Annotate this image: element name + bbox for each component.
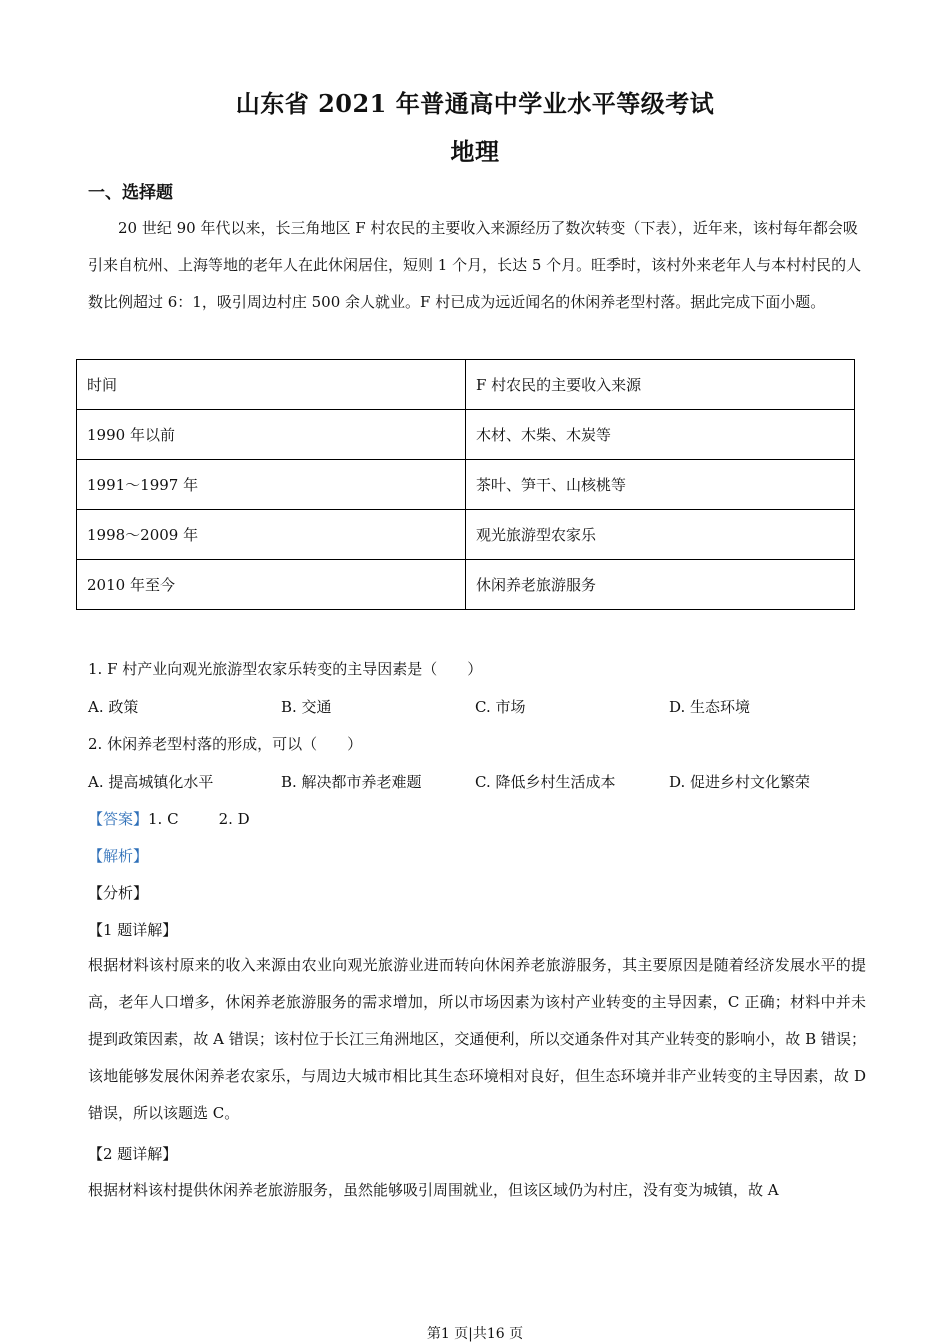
q2-detail-label: 【2 题详解】 [88,1145,178,1163]
answer-1: 1. C [148,810,179,828]
table-row [77,560,855,610]
table-row [77,460,855,510]
table-header-row [77,360,855,410]
analysis-label: 【解析】 [88,847,149,865]
section-heading: 一、选择题 [88,183,173,203]
q1-detail-text: 根据材料该村原来的收入来源由农业向观光旅游业进而转向休闲养老旅游服务，其主要原因是随着经济发展水平的提高，老年人口增多，休闲养老旅游服务的需求增加，所以市场因素为该村产业转变的主导因素，C 正确；材料中并未提到政策因素，故 A 错误；该村位于长江三角洲地区，交通便利，所以交通条件对其产业转变的影响小，故 B 错误；该地能够发展休闲养老农家乐，与周边大城市相比其生态环境相对良好，但生态环境并非产业转变的主导因素，故 D 错误，所以该题选 C。 [88,956,866,1122]
subject-title: 地理 [450,137,500,166]
fenxi-label: 【分析】 [88,884,149,902]
table-header-cell: F 村农民的主要收入来源 [466,360,855,410]
answer-line [88,808,250,829]
question-2-option-b: B. 解决都市养老难题 [281,773,422,791]
answer-2: 2. D [218,810,250,828]
question-1-option-d: D. 生态环境 [669,698,751,716]
table-cell: 1991～1997 年 [77,460,466,510]
table-cell: 观光旅游型农家乐 [466,510,855,560]
answer-label: 【答案】 [88,810,149,828]
q2-detail-text: 根据材料该村提供休闲养老旅游服务，虽然能够吸引周围就业，但该区域仍为村庄，没有变为城镇，故 A [88,1181,779,1199]
page-footer: 第1 页|共16 页 [426,1326,524,1342]
intro-paragraph: 20 世纪 90 年代以来，长三角地区 F 村农民的主要收入来源经历了数次转变（下表），近年来，该村每年都会吸引来自杭州、上海等地的老年人在此休闲居住，短则 1 个月，长达 5 个月。旺季时，该村外来老年人与本村村民的人数比例超过 6：1，吸引周边村庄 500 余人就业。F 村已成为远近闻名的休闲养老型村落。据此完成下面小题。 [88,219,862,311]
question-2-option-a: A. 提高城镇化水平 [88,773,214,791]
table-row [77,410,855,460]
income-table [76,359,855,610]
question-1-option-a: A. 政策 [88,698,139,716]
table-cell: 1990 年以前 [77,410,466,460]
question-2-stem: 2. 休闲养老型村落的形成，可以（ ） [88,735,363,753]
question-2-option-d: D. 促进乡村文化繁荣 [669,773,811,791]
q1-detail-label: 【1 题详解】 [88,921,178,939]
table-cell: 茶叶、笋干、山核桃等 [466,460,855,510]
table-cell: 1998～2009 年 [77,510,466,560]
table-cell: 休闲养老旅游服务 [466,560,855,610]
table-cell: 木材、木柴、木炭等 [466,410,855,460]
table-cell: 2010 年至今 [77,560,466,610]
question-1-option-b: B. 交通 [281,698,332,716]
page-title: 山东省 2021 年普通高中学业水平等级考试 [235,89,715,118]
table-row [77,510,855,560]
table-header-cell: 时间 [77,360,466,410]
question-1-option-c: C. 市场 [475,698,526,716]
question-1-stem: 1. F 村产业向观光旅游型农家乐转变的主导因素是（ ） [88,660,483,678]
question-2-option-c: C. 降低乡村生活成本 [475,773,616,791]
